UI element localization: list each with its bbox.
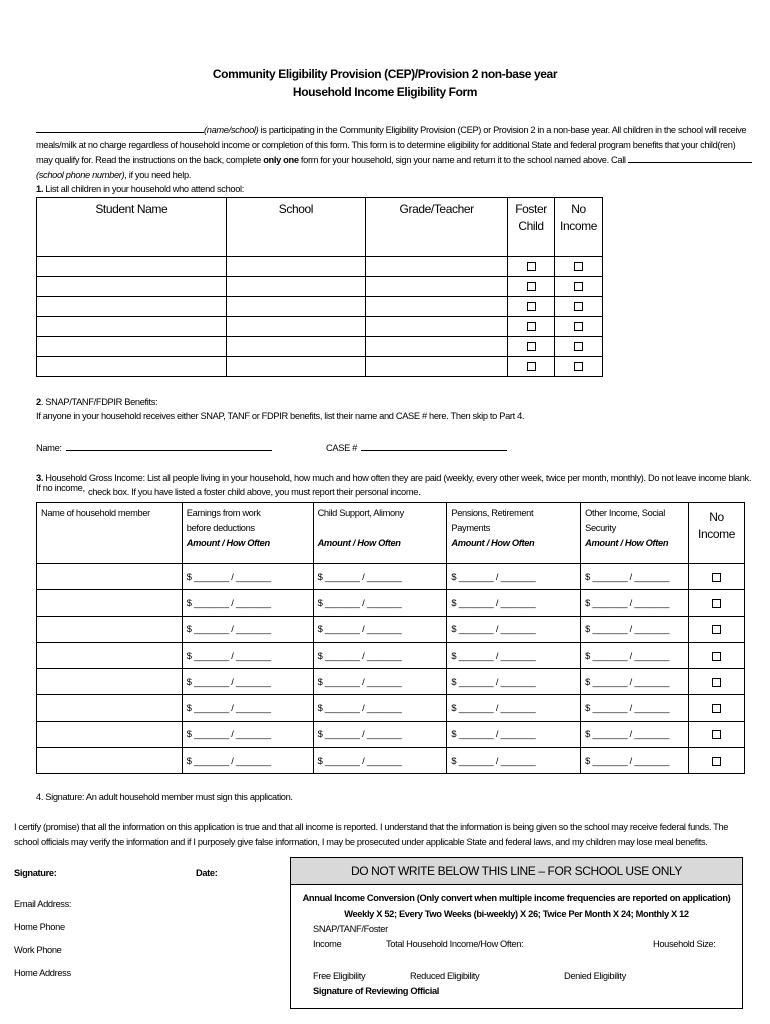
earnings-amount-cell[interactable]: $ _______ / _______ — [182, 721, 313, 747]
member-name-cell[interactable] — [37, 564, 183, 590]
child-name-cell[interactable] — [37, 277, 227, 297]
no-income-checkbox[interactable] — [574, 342, 583, 351]
child-name-cell[interactable] — [37, 357, 227, 377]
no-income-checkbox[interactable] — [712, 704, 721, 713]
col-student-name: Student Name — [37, 198, 227, 257]
income-row — [37, 616, 745, 642]
part3-label-line2: check box. If you have listed a foster child above, you must report their personal income. — [88, 487, 421, 497]
date-label: Date: — [196, 868, 218, 878]
col-household-member: Name of household member — [37, 503, 183, 564]
col-child-support: Child Support, Alimony Amount / How Often — [313, 503, 447, 564]
no-income-checkbox[interactable] — [712, 730, 721, 739]
intro-bold-text: only one — [263, 155, 299, 165]
no-income-cell — [555, 317, 603, 337]
email-label: Email Address: — [14, 899, 72, 909]
member-name-cell[interactable] — [37, 590, 183, 616]
support-amount-cell[interactable]: $ _______ / _______ — [313, 669, 447, 695]
child-grade-cell[interactable] — [366, 337, 508, 357]
children-rows — [37, 257, 603, 377]
snap-tanf-foster-label: SNAP/TANF/Foster — [313, 924, 388, 934]
member-name-cell[interactable] — [37, 721, 183, 747]
earnings-amount-cell[interactable]: $ _______ / _______ — [182, 748, 313, 774]
no-income-checkbox[interactable] — [574, 282, 583, 291]
income-row — [37, 695, 745, 721]
reduced-eligibility-label: Reduced Eligibility — [410, 971, 480, 981]
earnings-amount-cell[interactable]: $ _______ / _______ — [182, 616, 313, 642]
intro-text-1: is participating in the Community Eligibility Provision (CEP) or Provision 2 in a non-base year. All children in the school will receive meals/milk at no charge regardless of household income or completion of this form. This form is to determine eligibility for additional State and federal program benefits that your child(ren) may qualify for. Read the instructions on the back, complete — [36, 125, 747, 165]
member-name-cell[interactable] — [37, 669, 183, 695]
support-amount-cell[interactable]: $ _______ / _______ — [313, 616, 447, 642]
child-school-cell[interactable] — [226, 257, 366, 277]
snap-case-field[interactable] — [361, 441, 507, 451]
snap-name-row — [36, 441, 272, 453]
child-row — [37, 277, 603, 297]
pension-amount-cell[interactable]: $ _______ / _______ — [447, 721, 581, 747]
part2-instruction: If anyone in your household receives either SNAP, TANF or FDPIR benefits, list their name and CASE # here. Then skip to Part 4. — [36, 411, 525, 421]
income-none-cell — [688, 590, 744, 616]
income-conversion-line1: Annual Income Conversion (Only convert when multiple income frequencies are reported on application) — [302, 893, 731, 903]
col-foster-child: Foster Child — [508, 198, 555, 257]
other-amount-cell[interactable]: $ _______ / _______ — [581, 669, 689, 695]
part2-label — [36, 397, 157, 407]
school-use-box — [290, 857, 743, 1009]
income-none-cell — [688, 695, 744, 721]
income-none-cell — [688, 642, 744, 668]
child-name-cell[interactable] — [37, 317, 227, 337]
no-income-cell — [555, 277, 603, 297]
no-income-checkbox[interactable] — [712, 678, 721, 687]
col-earnings: Earnings from work before deductions Amount / How Often — [182, 503, 313, 564]
child-grade-cell[interactable] — [366, 257, 508, 277]
child-grade-cell[interactable] — [366, 297, 508, 317]
income-table — [36, 502, 745, 774]
income-row — [37, 642, 745, 668]
intro-paragraph — [36, 123, 752, 183]
foster-child-cell — [508, 357, 555, 377]
other-amount-cell[interactable]: $ _______ / _______ — [581, 721, 689, 747]
child-grade-cell[interactable] — [366, 357, 508, 377]
income-row — [37, 748, 745, 774]
part2-number: 2 — [36, 397, 41, 407]
child-school-cell[interactable] — [226, 317, 366, 337]
child-name-cell[interactable] — [37, 257, 227, 277]
income-row — [37, 669, 745, 695]
pension-amount-cell[interactable]: $ _______ / _______ — [447, 695, 581, 721]
school-name-hint: (name/school) — [204, 125, 259, 135]
support-amount-cell[interactable]: $ _______ / _______ — [313, 564, 447, 590]
col-pensions: Pensions, Retirement Payments Amount / How Often — [447, 503, 581, 564]
denied-eligibility-label: Denied Eligibility — [564, 971, 626, 981]
school-phone-blank[interactable] — [628, 153, 752, 163]
income-label: Income — [313, 939, 342, 949]
snap-case-label: CASE # — [326, 443, 357, 453]
no-income-cell — [555, 297, 603, 317]
support-amount-cell[interactable]: $ _______ / _______ — [313, 748, 447, 774]
child-row — [37, 257, 603, 277]
phone-hint: (school phone number) — [36, 170, 125, 180]
other-amount-cell[interactable]: $ _______ / _______ — [581, 616, 689, 642]
foster-child-checkbox[interactable] — [527, 282, 536, 291]
pension-amount-cell[interactable]: $ _______ / _______ — [447, 669, 581, 695]
household-size-label: Household Size: — [653, 939, 716, 949]
income-rows — [37, 564, 745, 774]
no-income-checkbox[interactable] — [574, 322, 583, 331]
earnings-amount-cell[interactable]: $ _______ / _______ — [182, 695, 313, 721]
part3-number: 3. — [36, 473, 44, 483]
signature-label: Signature: — [14, 868, 57, 878]
work-phone-label: Work Phone — [14, 945, 62, 955]
foster-child-checkbox[interactable] — [527, 322, 536, 331]
foster-child-checkbox[interactable] — [527, 262, 536, 271]
col-other-income: Other Income, Social Security Amount / How Often — [581, 503, 689, 564]
earnings-amount-cell[interactable]: $ _______ / _______ — [182, 669, 313, 695]
foster-child-cell — [508, 317, 555, 337]
other-amount-cell[interactable]: $ _______ / _______ — [581, 642, 689, 668]
income-conversion-line2: Weekly X 52; Every Two Weeks (bi-weekly) X 26; Twice Per Month X 24; Monthly X 12 — [344, 909, 689, 919]
child-row — [37, 337, 603, 357]
no-income-cell — [555, 257, 603, 277]
form-title-line1: Community Eligibility Provision (CEP)/Provision 2 non-base year — [212, 67, 558, 81]
child-school-cell[interactable] — [226, 337, 366, 357]
other-amount-cell[interactable]: $ _______ / _______ — [581, 748, 689, 774]
child-row — [37, 297, 603, 317]
child-grade-cell[interactable] — [366, 317, 508, 337]
income-none-cell — [688, 616, 744, 642]
other-amount-cell[interactable]: $ _______ / _______ — [581, 695, 689, 721]
support-amount-cell[interactable]: $ _______ / _______ — [313, 590, 447, 616]
foster-child-cell — [508, 297, 555, 317]
col-no-income: No Income — [555, 198, 603, 257]
income-row — [37, 590, 745, 616]
part1-number: 1. — [36, 184, 44, 194]
snap-name-label: Name: — [36, 443, 62, 453]
col-income-none: No Income — [688, 503, 744, 564]
member-name-cell[interactable] — [37, 616, 183, 642]
no-income-cell — [555, 337, 603, 357]
children-table — [36, 197, 603, 377]
certify-statement: I certify (promise) that all the information on this application is true and that all income is reported. I understand that the information is being given so the school may receive federal funds. The school officials may verify the information and if I purposely give false information, I may be prosecuted under applicable State and federal laws, and my children may lose meal benefits. — [14, 822, 729, 847]
foster-child-cell — [508, 257, 555, 277]
part3-label-line1: Household Gross Income: List all people living in your household, how much and how often they are paid (weekly, every other week, twice per month, monthly). Do not leave income blank. If no income, — [36, 473, 752, 493]
no-income-checkbox[interactable] — [574, 262, 583, 271]
earnings-amount-cell[interactable]: $ _______ / _______ — [182, 590, 313, 616]
child-school-cell[interactable] — [226, 297, 366, 317]
income-row — [37, 721, 745, 747]
foster-child-cell — [508, 277, 555, 297]
no-income-checkbox[interactable] — [712, 652, 721, 661]
pension-amount-cell[interactable]: $ _______ / _______ — [447, 590, 581, 616]
foster-child-checkbox[interactable] — [527, 362, 536, 371]
child-name-cell[interactable] — [37, 297, 227, 317]
member-name-cell[interactable] — [37, 695, 183, 721]
child-school-cell[interactable] — [226, 277, 366, 297]
no-income-checkbox[interactable] — [574, 302, 583, 311]
no-income-checkbox[interactable] — [574, 362, 583, 371]
other-amount-cell[interactable]: $ _______ / _______ — [581, 564, 689, 590]
part1-label-text: List all children in your household who attend school: — [43, 184, 244, 194]
pension-amount-cell[interactable]: $ _______ / _______ — [447, 616, 581, 642]
no-income-checkbox[interactable] — [712, 757, 721, 766]
home-address-label: Home Address — [14, 968, 71, 978]
support-amount-cell[interactable]: $ _______ / _______ — [313, 721, 447, 747]
support-amount-cell[interactable]: $ _______ / _______ — [313, 695, 447, 721]
no-income-checkbox[interactable] — [712, 573, 721, 582]
income-none-cell — [688, 669, 744, 695]
school-name-blank[interactable] — [36, 123, 204, 133]
earnings-amount-cell[interactable]: $ _______ / _______ — [182, 564, 313, 590]
free-eligibility-label: Free Eligibility — [313, 971, 366, 981]
no-income-checkbox[interactable] — [712, 625, 721, 634]
income-none-cell — [688, 564, 744, 590]
snap-case-row — [326, 441, 507, 453]
part4-label: 4. Signature: An adult household member must sign this application. — [36, 792, 293, 802]
income-none-cell — [688, 721, 744, 747]
pension-amount-cell[interactable]: $ _______ / _______ — [447, 748, 581, 774]
foster-child-cell — [508, 337, 555, 357]
col-school: School — [226, 198, 366, 257]
member-name-cell[interactable] — [37, 642, 183, 668]
other-amount-cell[interactable]: $ _______ / _______ — [581, 590, 689, 616]
total-income-label: Total Household Income/How Often: — [386, 939, 524, 949]
reviewing-official-label: Signature of Reviewing Official — [313, 986, 440, 996]
school-use-header: DO NOT WRITE BELOW THIS LINE – FOR SCHOOL USE ONLY — [291, 858, 742, 885]
snap-name-field[interactable] — [66, 441, 272, 451]
intro-text-2: form for your household, sign your name and return it to the school named above. Call — [298, 155, 628, 165]
child-grade-cell[interactable] — [366, 277, 508, 297]
part2-label-text: . SNAP/TANF/FDPIR Benefits: — [40, 397, 158, 407]
child-name-cell[interactable] — [37, 337, 227, 357]
pension-amount-cell[interactable]: $ _______ / _______ — [447, 642, 581, 668]
no-income-checkbox[interactable] — [712, 599, 721, 608]
earnings-amount-cell[interactable]: $ _______ / _______ — [182, 642, 313, 668]
child-row — [37, 357, 603, 377]
pension-amount-cell[interactable]: $ _______ / _______ — [447, 564, 581, 590]
home-phone-label: Home Phone — [14, 922, 65, 932]
col-grade-teacher: Grade/Teacher — [366, 198, 508, 257]
member-name-cell[interactable] — [37, 748, 183, 774]
foster-child-checkbox[interactable] — [527, 342, 536, 351]
child-school-cell[interactable] — [226, 357, 366, 377]
form-title-line2: Household Income Eligibility Form — [292, 85, 478, 99]
child-row — [37, 317, 603, 337]
no-income-cell — [555, 357, 603, 377]
support-amount-cell[interactable]: $ _______ / _______ — [313, 642, 447, 668]
intro-text-3: , if you need help. — [124, 170, 192, 180]
part1-label — [36, 184, 244, 194]
income-none-cell — [688, 748, 744, 774]
foster-child-checkbox[interactable] — [527, 302, 536, 311]
income-row — [37, 564, 745, 590]
